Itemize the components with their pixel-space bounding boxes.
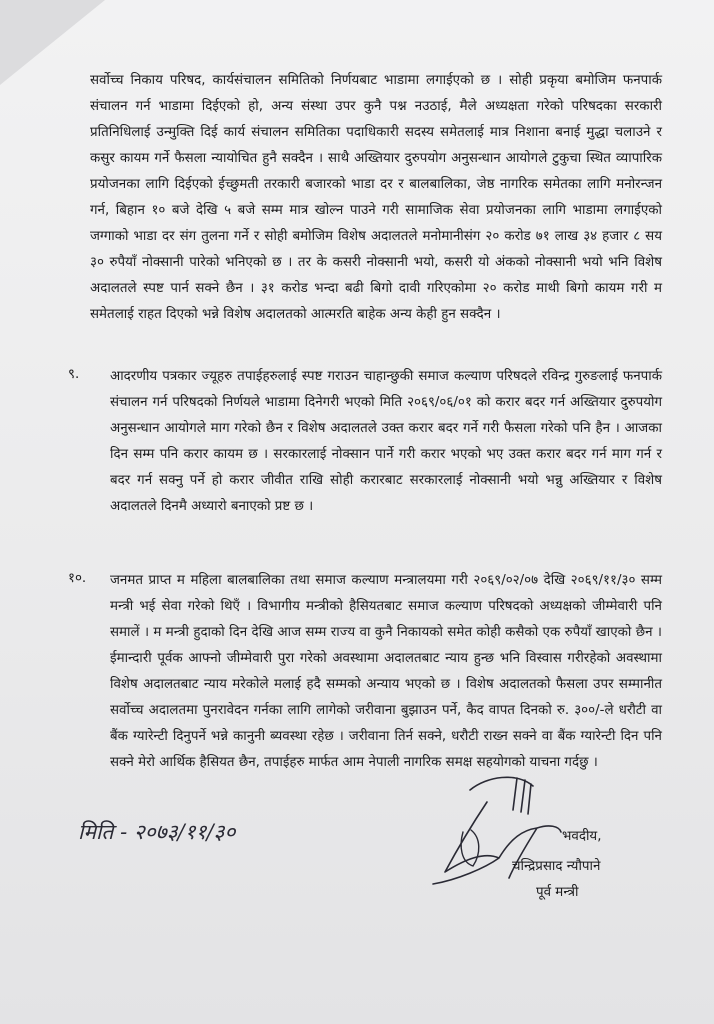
item-9-paragraph: आदरणीय पत्रकार ज्यूहरु तपाईहरुलाई स्पष्ट गराउन चाहान्छुकी समाज कल्याण परिषदले रविन्द्र गुरुङलाई फनपार्क संचालन गर्न परिषदको निर्णयले भाडामा दिनेगरी भएको मिति २०६९/०६/०१ को करार बदर गर्न अख्तियार दुरुपयोग अनुसन्धान आयोगले माग गरेको छैन र विशेष अदालतले उक्त करार बदर गर्ने गरी फैसला गरेको पनि हैन । आजका दिन सम्म पनि करार कायम छ । सरकारलाई नोक्सान पार्ने गरी करार भएको भए उक्त करार बदर गर्न माग गर्न र बदर गर्न सक्नु पर्ने हो करार जीवीत राखि सोही करारबाट सरकारलाई नोक्सानी भयो भन्नु अख्तियार र विशेष अदालतले दिनमै अध्यारो बनाएको प्रष्ट छ ।	[110, 369, 663, 514]
item-10-paragraph: जनमत प्राप्त म महिला बालबालिका तथा समाज कल्याण मन्त्रालयमा गरी २०६९/०२/०७ देखि २०६९/११/३० सम्म मन्त्री भई सेवा गरेको थिएँ । विभागीय मन्त्रीको हैसियतबाट समाज कल्याण परिषदको अध्यक्षको जीम्मेवारी पनि समालें । म मन्त्री हुदाको दिन देखि आज सम्म राज्य वा कुनै निकायको समेत कोही कसैको एक रुपैयाँ खाएको छैन । ईमान्दारी पूर्वक आफ्नो जीम्मेवारी पुरा गरेको अवस्थामा अदालतबाट न्याय हुन्छ भनि विस्वास गरीरहेको अवस्थामा विशेष अदालतबाट न्याय मरेकोले मलाई हदै सम्मको अन्याय भएको छ । विशेष अदालतको फैसला उपर सम्मानीत सर्वोच्च अदालतमा पुनरावेदन गर्नका लागि लागेको जरीवाना बुझाउन पर्ने, कैद वापत दिनको रु. ३००/-ले धरौटी वा बैंक ग्यारेन्टी दिनुपर्ने भन्ने कानुनी ब्यवस्था रहेछ । जरीवाना तिर्न सक्ने, धरौटी राख्न सक्ने वा बैंक ग्यारेन्टी दिन पनि सक्ने मेरो आर्थिक हैसियत छैन, तपाईहरु मार्फत आम नेपाली नागरिक समक्ष सहयोगको याचना गर्दछु ।	[110, 573, 662, 770]
paragraph-continuation: सर्वोच्च निकाय परिषद, कार्यसंचालन समितिको निर्णयबाट भाडामा लगाईएको छ । सोही प्रकृया बमोजिम फनपार्क संचालन गर्न भाडामा दिईएको हो, अन्य संस्था उपर कुनै पश्न नउठाई, मैले अध्यक्षता गरेको परिषदका सरकारी प्रतिनिधिलाई उन्मुक्ति दिई कार्य संचालन समितिका पदाधिकारी सदस्य समेतलाई मात्र निशाना बनाई मुद्धा चलाउने र कसुर कायम गर्ने फैसला न्यायोचित हुनै सक्दैन । साथै अख्तियार दुरुपयोग अनुसन्धान आयोगले टुकुचा स्थित व्यापारिक प्रयोजनका लागि दिईएको ईच्छुमती तरकारी बजारको भाडा दर र बालबालिका, जेष्ठ नागरिक समेतका लागि मनोरन्जन गर्न, बिहान १० बजे देखि ५ बजे सम्म मात्र खोल्न पाउने गरी सामाजिक सेवा प्रयोजनका लागि भाडामा लगाईएको जग्गाको भाडा दर संग तुलना गर्ने र सोही बमोजिम विशेष अदालतले मनोमानीसंग २० करोड ७१ लाख ३४ हजार ८ सय ३० रुपैयाँ नोक्सानी पारेको भनिएको छ । तर के कसरी नोक्सानी भयो, कसरी यो अंकको नोक्सानी भयो भनि विशेष अदालतले स्पष्ट पार्न सक्ने छैन । ३१ करोड भन्दा बढी बिगो दावी गरिएकोमा २० करोड माथी बिगो कायम गरी म समेतलाई राहत दिएको भन्ने विशेष अदालतको आत्मरति बाहेक अन्य केही हुन सक्दैन ।	[90, 73, 662, 322]
item-9-number: ९.	[68, 367, 80, 382]
signatory-name: चन्द्रिप्रसाद न्यौपाने	[512, 859, 601, 874]
handwritten-date: मिति - २०७३/११/३०	[78, 820, 236, 844]
item-10-number: १०.	[68, 571, 87, 586]
signatory-title: पूर्व मन्त्री	[536, 885, 579, 900]
closing-salutation: भवदीय,	[562, 829, 602, 844]
